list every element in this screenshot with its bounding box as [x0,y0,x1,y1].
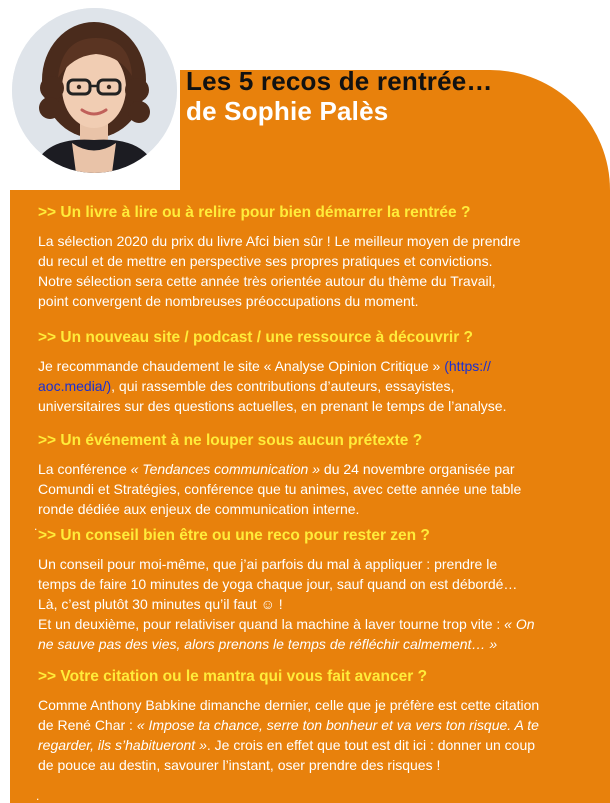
body-text: La conférence [38,461,131,477]
body-line [38,356,598,376]
avatar [12,8,177,173]
section-heading: >> Un événement à ne louper sous aucun prétexte ? [38,432,423,449]
portrait-photo [12,8,177,173]
body-line: ne sauve pas des vies, alors prenons le temps de réfléchir calmement… » [38,636,498,652]
section-site [38,328,598,416]
body-line: Comme Anthony Babkine dimanche dernier, celle que je préfère est cette citation [38,697,540,713]
body-line: La sélection 2020 du prix du livre Afci bien sûr ! Le meilleur moyen de prendre [38,233,521,249]
body-text: du 24 novembre organisée par [320,461,515,477]
body-line [38,735,598,755]
body-text: . Je crois en effet que tout est dit ici : donner un coup [206,737,536,753]
body-line: de pouce au destin, savourer l’instant, oser prendre des risques ! [38,757,441,773]
section-book [38,203,598,311]
stray-dot: . [34,519,38,533]
body-line: Comundi et Stratégies, conférence que tu animes, avec cette année une table [38,481,522,497]
event-name: « Tendances communication » [130,461,321,477]
body-line: ronde dédiée aux enjeux de communication interne. [38,501,360,517]
page-title-line2: de Sophie Palès [186,96,389,126]
quote-text: « On [504,616,535,632]
body-text: , qui rassemble des contributions d’auteurs, essayistes, [111,378,455,394]
body-line [38,376,598,396]
section-heading: >> Votre citation ou le mantra qui vous fait avancer ? [38,668,428,685]
body-line: Notre sélection sera cette année très orientée autour du thème du Travail, [38,273,496,289]
body-line: Un conseil pour moi-même, que j’ai parfois du mal à appliquer : prendre le [38,556,498,572]
body-line [38,614,598,634]
body-line: Là, c’est plutôt 30 minutes qu’il faut ☺ ! [38,596,283,612]
body-line: point convergent de nombreuses préoccupations du moment. [38,293,419,309]
stray-dot: . [36,789,40,803]
body-line: du recul et de mettre en perspective ses propres pratiques et convictions. [38,253,493,269]
quote-text: regarder, ils s’habitueront » [38,737,207,753]
section-body [38,356,598,416]
body-line [38,459,598,479]
body-text: Je recommande chaudement le site « Analyse Opinion Critique » [38,358,445,374]
section-heading: >> Un conseil bien être ou une reco pour rester zen ? [38,527,430,544]
aoc-link-continued[interactable]: aoc.media/) [38,378,112,394]
aoc-link[interactable]: (https:// [444,358,491,374]
body-line: temps de faire 10 minutes de yoga chaque jour, sauf quand on est débordé… [38,576,518,592]
section-body [38,554,598,654]
section-quote [38,667,598,775]
body-text: de René Char : [38,717,137,733]
section-wellbeing [38,526,598,654]
quote-text: « Impose ta chance, serre ton bonheur et va vers ton risque. A te [136,717,539,733]
section-body [38,231,598,311]
body-line [38,715,598,735]
section-body [38,695,598,775]
body-line: universitaires sur des questions actuelles, en prenant le temps de l’analyse. [38,398,507,414]
section-heading: >> Un livre à lire ou à relire pour bien démarrer la rentrée ? [38,204,471,221]
section-body [38,459,598,519]
body-text: Et un deuxième, pour relativiser quand la machine à laver tourne trop vite : [38,616,505,632]
section-heading: >> Un nouveau site / podcast / une ressource à découvrir ? [38,329,473,346]
section-event [38,431,598,519]
page-title-line1: Les 5 recos de rentrée… [186,66,493,96]
